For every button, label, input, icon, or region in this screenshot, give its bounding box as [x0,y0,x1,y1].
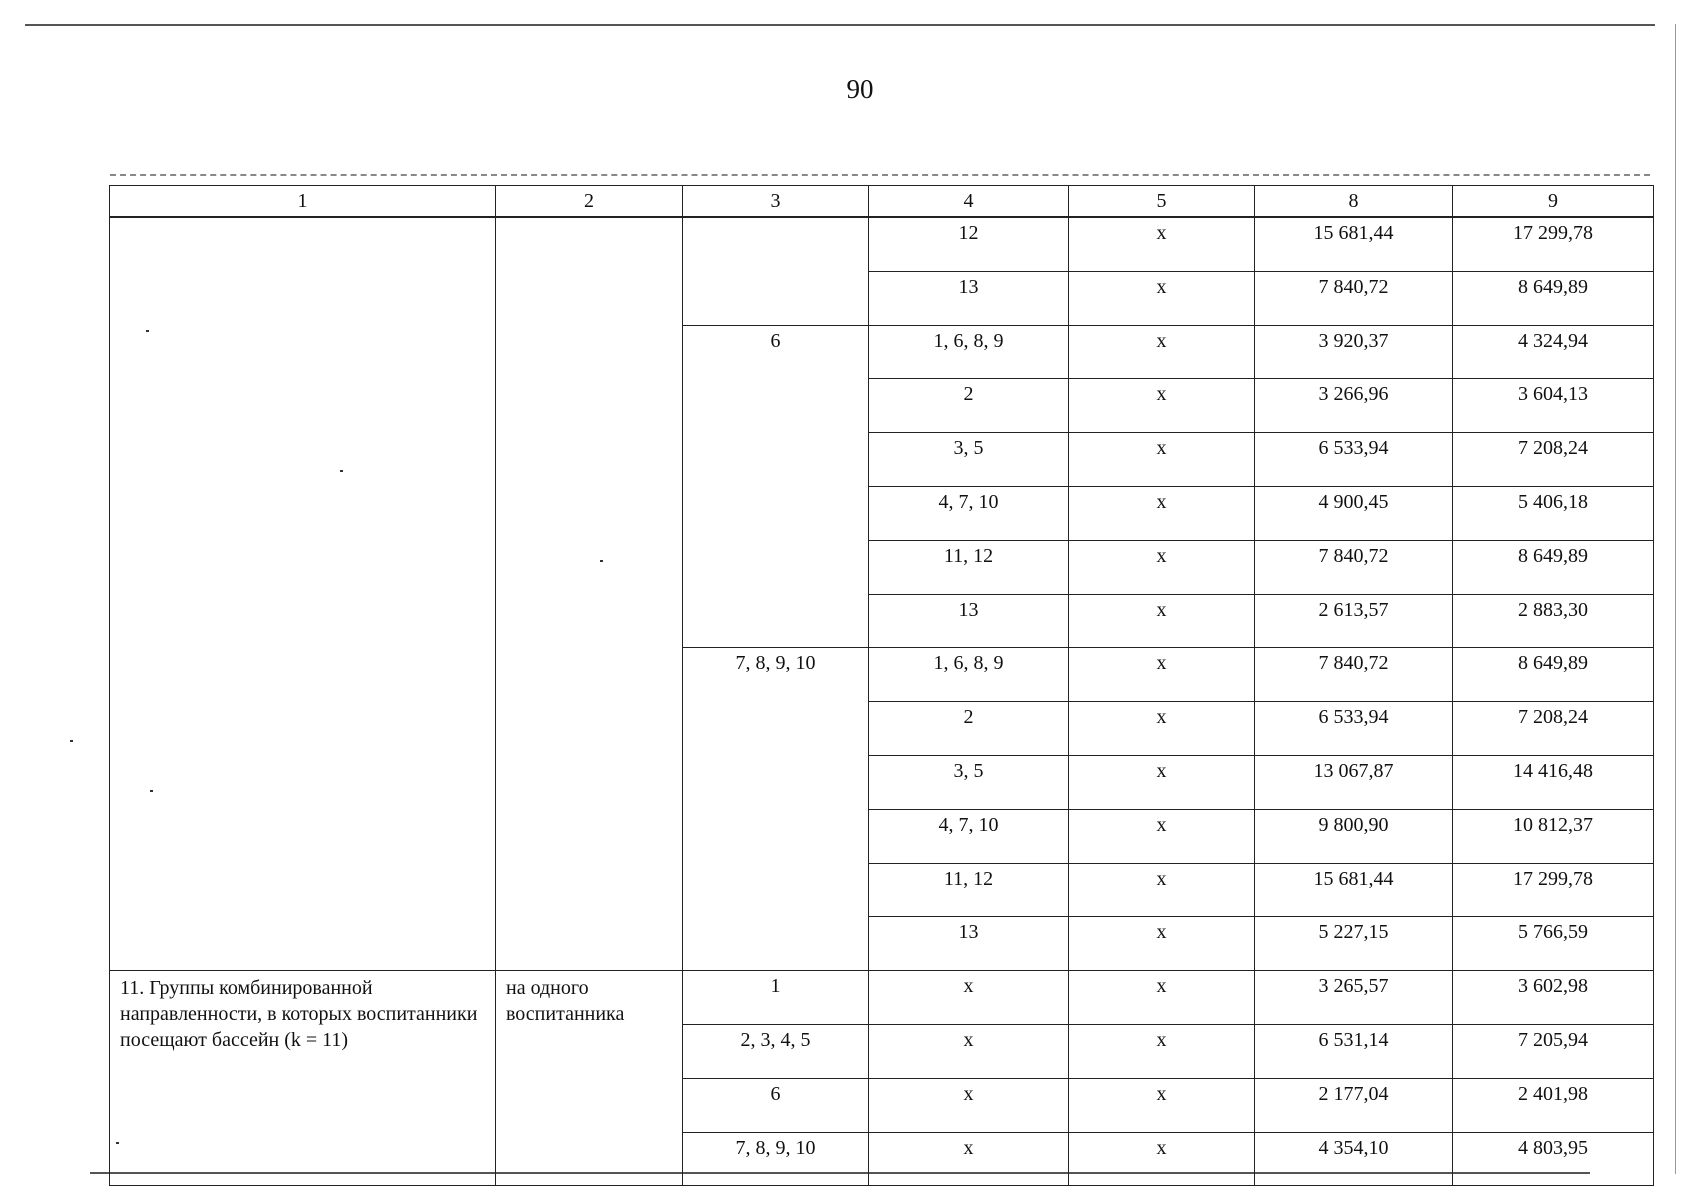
cell-col5: x [1069,702,1255,756]
cell-col5: x [1069,540,1255,594]
cell-col3: 7, 8, 9, 10 [683,1132,869,1186]
scan-speck [340,470,343,472]
table-row [110,217,1654,271]
cell-col3: 6 [683,1078,869,1132]
cell-col4: 1, 6, 8, 9 [869,648,1069,702]
cell-col9: 7 208,24 [1453,433,1654,487]
cell-col9: 17 299,78 [1453,863,1654,917]
column-header: 8 [1255,186,1453,218]
cell-col4: 4, 7, 10 [869,486,1069,540]
cell-col8: 3 265,57 [1255,971,1453,1025]
group-cell: 7, 8, 9, 10 [683,648,869,971]
cell-col4: 12 [869,217,1069,271]
column-header: 2 [496,186,683,218]
cell-col8: 6 533,94 [1255,702,1453,756]
column-header: 1 [110,186,496,218]
cell-col9: 4 324,94 [1453,325,1654,379]
cell-col8: 3 920,37 [1255,325,1453,379]
unit-cell: на одного воспитанника [496,971,683,1186]
cell-col8: 15 681,44 [1255,217,1453,271]
cell-col4: 13 [869,271,1069,325]
cell-col9: 3 604,13 [1453,379,1654,433]
cell-col3: 1 [683,971,869,1025]
cell-col4: x [869,1024,1069,1078]
column-number-row [110,186,1654,218]
cell-col5: x [1069,755,1255,809]
scan-right-edge [1675,24,1676,1174]
cell-col5: x [1069,379,1255,433]
table-row [110,971,1654,1025]
cell-col5: x [1069,648,1255,702]
page-number: 90 [846,74,874,104]
cell-col4: x [869,971,1069,1025]
cell-col4: 13 [869,917,1069,971]
cell-col9: 14 416,48 [1453,755,1654,809]
category-cell [110,217,496,971]
cell-col8: 6 533,94 [1255,433,1453,487]
cell-col4: 4, 7, 10 [869,809,1069,863]
cell-col8: 7 840,72 [1255,648,1453,702]
column-header: 3 [683,186,869,218]
cell-col8: 15 681,44 [1255,863,1453,917]
cell-col9: 5 766,59 [1453,917,1654,971]
tariff-table [109,185,1654,1186]
column-header: 9 [1453,186,1654,218]
cell-col8: 2 613,57 [1255,594,1453,648]
cell-col3: 2, 3, 4, 5 [683,1024,869,1078]
cell-col4: x [869,1132,1069,1186]
scan-speck [600,560,603,562]
cell-col5: x [1069,809,1255,863]
cell-col4: 11, 12 [869,540,1069,594]
scan-speck [150,790,153,792]
cell-col9: 8 649,89 [1453,648,1654,702]
cell-col5: x [1069,433,1255,487]
scan-top-border [25,24,1655,26]
cell-col9: 7 205,94 [1453,1024,1654,1078]
cell-col9: 7 208,24 [1453,702,1654,756]
cell-col4: 13 [869,594,1069,648]
cell-col8: 13 067,87 [1255,755,1453,809]
cell-col4: 2 [869,702,1069,756]
cell-col4: x [869,1078,1069,1132]
cell-col9: 4 803,95 [1453,1132,1654,1186]
cell-col4: 1, 6, 8, 9 [869,325,1069,379]
column-header: 4 [869,186,1069,218]
scan-speck [146,330,149,332]
cell-col8: 5 227,15 [1255,917,1453,971]
cell-col5: x [1069,217,1255,271]
cell-col8: 3 266,96 [1255,379,1453,433]
cell-col9: 3 602,98 [1453,971,1654,1025]
cell-col8: 7 840,72 [1255,540,1453,594]
cell-col9: 10 812,37 [1453,809,1654,863]
cell-col5: x [1069,594,1255,648]
unit-cell [496,217,683,971]
category-cell: 11. Группы комбинированной направленности, в которых воспитанники посещают бассейн (k = 11) [110,971,496,1186]
cell-col5: x [1069,271,1255,325]
cell-col5: x [1069,486,1255,540]
cell-col9: 2 401,98 [1453,1078,1654,1132]
group-cell [683,217,869,325]
cell-col5: x [1069,325,1255,379]
cell-col9: 5 406,18 [1453,486,1654,540]
cell-col8: 6 531,14 [1255,1024,1453,1078]
cell-col9: 8 649,89 [1453,271,1654,325]
cell-col5: x [1069,1024,1255,1078]
cell-col8: 4 900,45 [1255,486,1453,540]
cell-col4: 11, 12 [869,863,1069,917]
cell-col5: x [1069,917,1255,971]
scan-speck [70,740,73,742]
cell-col5: x [1069,1078,1255,1132]
scan-speck [116,1142,119,1144]
cell-col4: 3, 5 [869,433,1069,487]
cell-col8: 7 840,72 [1255,271,1453,325]
cell-col9: 2 883,30 [1453,594,1654,648]
cell-col9: 8 649,89 [1453,540,1654,594]
column-header: 5 [1069,186,1255,218]
cell-col4: 2 [869,379,1069,433]
cell-col8: 4 354,10 [1255,1132,1453,1186]
cell-col5: x [1069,863,1255,917]
cell-col8: 9 800,90 [1255,809,1453,863]
scan-header-line [110,174,1650,176]
cell-col5: x [1069,1132,1255,1186]
cell-col8: 2 177,04 [1255,1078,1453,1132]
group-cell: 6 [683,325,869,648]
cell-col5: x [1069,971,1255,1025]
cell-col4: 3, 5 [869,755,1069,809]
cell-col9: 17 299,78 [1453,217,1654,271]
